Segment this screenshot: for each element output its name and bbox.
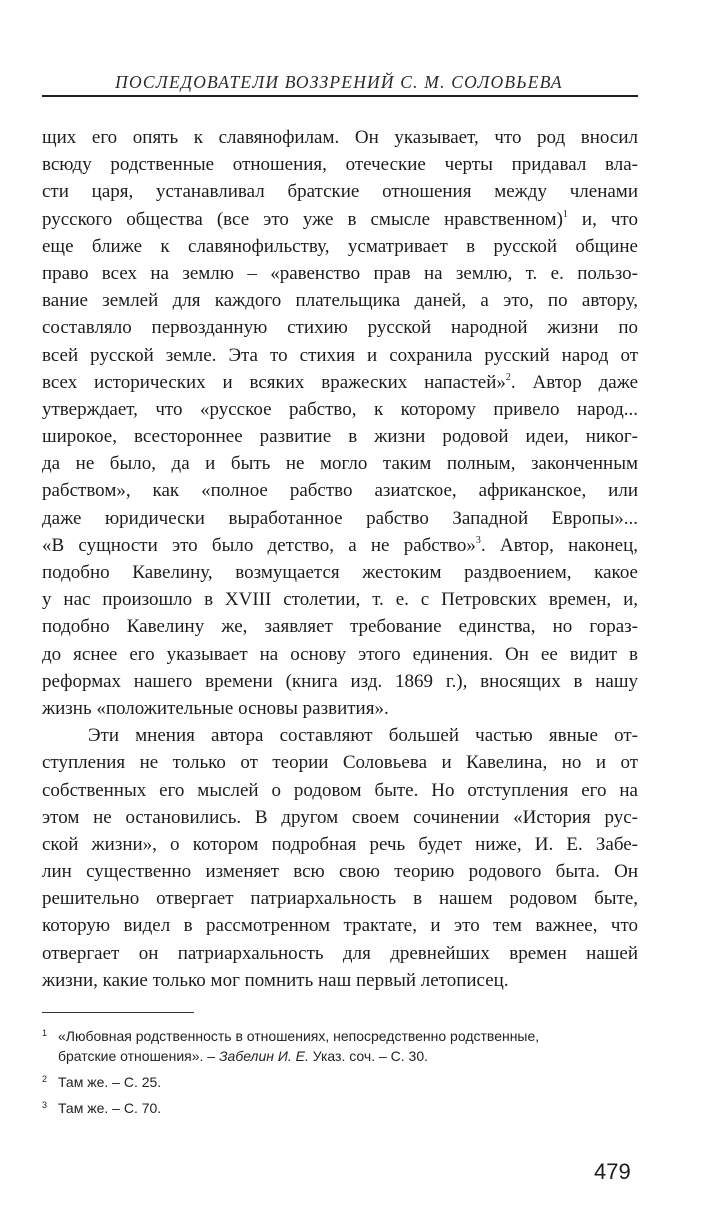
text-line: право всех на землю – «равенство прав на землю, т. е. пользо- [42,262,638,284]
footnotes [42,1026,640,1118]
footnote-marker: 2 [42,1074,48,1084]
text-line: всей русской земле. Эта то стихия и сохранила русский народ от [42,344,638,366]
text-fragment: всех исторических и всяких вражеских напастей» [42,371,506,393]
text-line: широкое, всестороннее развитие в жизни родовой идеи, никог- [42,426,638,448]
text-line: этом не остановились. В другом своем сочинении «История рус- [42,806,638,828]
text-line: да не было, да и быть не могло таким полным, законченным [42,453,638,475]
footnote-text: «Любовная родственность в отношениях, непосредственно родственные, [58,1028,540,1044]
text-line: которую видел в рассмотренном трактате, и это тем важнее, что [42,915,638,937]
text-line: подобно Кавелину же, заявляет требование единства, но гораз- [42,616,638,638]
running-header: ПОСЛЕДОВАТЕЛИ ВОЗЗРЕНИЙ С. М. СОЛОВЬЕВА [115,72,563,92]
footnote-text [58,1046,640,1066]
text-line: сти царя, устанавливал братские отношения между членами [42,181,638,203]
text-line: решительно отвергает патриархальность в нашем родовом быте, [42,888,638,910]
text-line: еще ближе к славянофильству, усматривает в русской общине [42,235,638,257]
text-line: рабством», как «полное рабство азиатское, африканское, или [42,480,638,502]
text-line: до яснее его указывает на основу этого единения. Он ее видит в [42,643,638,665]
footnote-2 [42,1072,640,1092]
footnote-ref-3[interactable]: 3 [475,534,481,546]
footnote-marker: 3 [42,1100,48,1110]
text-fragment: русского общества (все это уже в смысле нравственном) [42,208,563,230]
footnote-fragment: братские отношения». – [58,1048,219,1064]
text-line: ступления не только от теории Соловьева и Кавелина, но и от [42,752,638,774]
text-line [42,532,638,559]
footnote-text: Там же. – С. 25. [58,1074,162,1090]
text-line: вание землей для каждого плательщика даней, а это, по автору, [42,290,638,312]
text-line: реформах нашего времени (книга изд. 1869 г.), вносящих в нашу [42,670,638,692]
text-line: лин существенно изменяет всю свою теорию родового быта. Он [42,861,638,883]
footnote-author: Забелин И. Е. [218,1048,309,1064]
text-line: составляло первозданную стихию русской народной жизни по [42,317,638,339]
text-line: щих его опять к славянофилам. Он указывает, что род вносил [42,127,638,148]
footnote-separator [42,1012,194,1013]
text-line: собственных его мыслей о родовом быте. Но отступления его на [42,779,638,801]
header-rule [42,95,638,97]
footnote-ref-2[interactable]: 2 [505,371,511,383]
text-line: жизнь «положительные основы развития». [42,697,389,719]
text-line [42,206,638,233]
text-fragment: «В сущности это было детство, а не рабство» [42,534,476,556]
text-fragment: и, что [567,208,638,230]
text-line: даже юридически выработанное рабство Западной Европы»... [42,507,638,529]
text-line: жизни, какие только мог помнить наш первый летописец. [42,969,509,991]
footnote-text: Там же. – С. 70. [58,1100,162,1116]
footnote-fragment: Указ. соч. – С. 30. [308,1048,428,1064]
footnote-marker: 1 [42,1028,48,1038]
text-line: отвергает он патриархальность для древнейших времен нашей [42,942,638,964]
text-line: ской жизни», о котором подробная речь будет ниже, И. Е. Забе- [42,833,638,855]
text-fragment: . Автор даже [510,371,639,393]
text-line: подобно Кавелину, возмущается жестоким раздвоением, какое [42,562,638,583]
text-line: всюду родственные отношения, отеческие черты придавал вла- [42,154,638,176]
text-line: у нас произошло в XVIII столетии, т. е. с Петровских времен, и, [42,589,638,611]
text-line [42,369,638,396]
footnote-3 [42,1098,640,1118]
text-fragment: . Автор, наконец, [480,534,638,556]
main-text [42,124,638,994]
footnote-ref-1[interactable]: 1 [562,208,568,220]
text-line: утверждает, что «русское рабство, к которому привело народ... [42,398,638,420]
text-line: Эти мнения автора составляют большей частью явные от- [88,725,638,747]
page-number: 479 [594,1159,631,1184]
footnote-1 [42,1026,640,1066]
